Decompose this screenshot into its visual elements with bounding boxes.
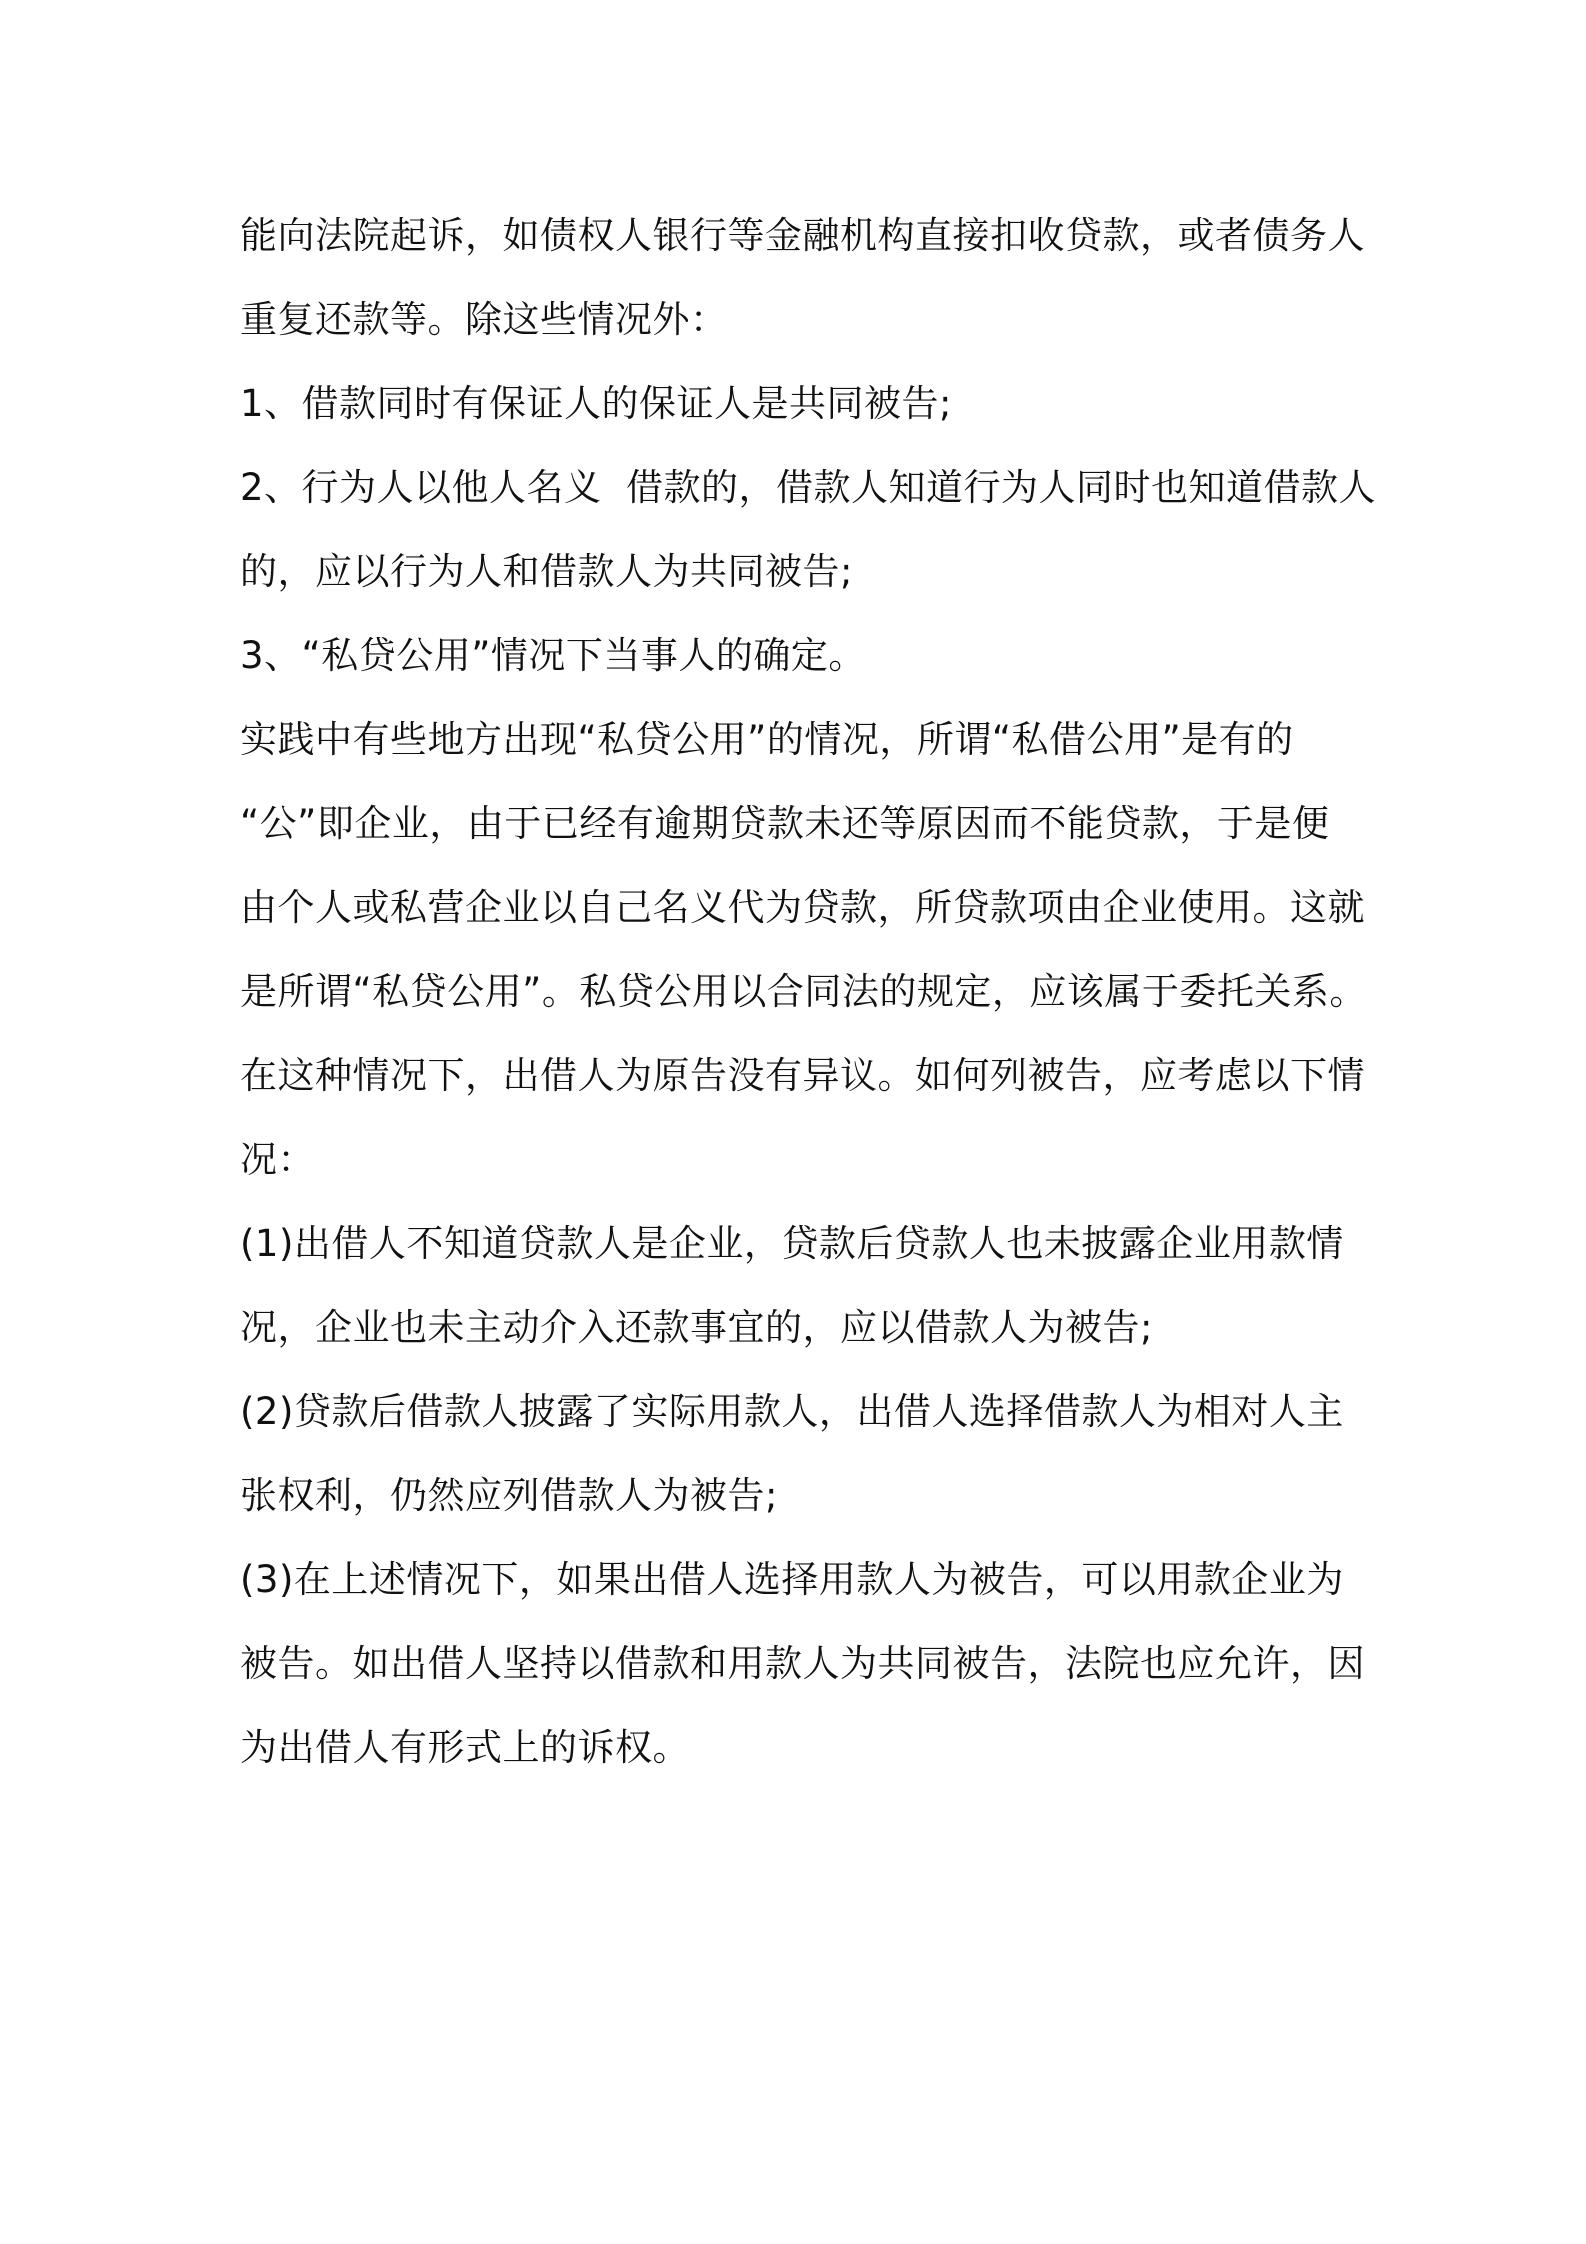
text-line-3: 1、借款同时有保证人的保证人是共同被告; bbox=[240, 382, 953, 425]
text-line-2: 重复还款等。除这些情况外： bbox=[240, 298, 728, 341]
text-line-7: 实践中有些地方出现“私贷公用”的情况，所谓“私借公用”是有的 bbox=[240, 718, 1294, 761]
text-line-9: 由个人或私营企业以自己名义代为贷款，所贷款项由企业使用。这就 bbox=[240, 886, 1365, 929]
text-line-19: 为出借人有形式上的诉权。 bbox=[240, 1726, 690, 1769]
text-line-5: 的，应以行为人和借款人为共同被告; bbox=[240, 550, 853, 593]
text-line-18: 被告。如出借人坚持以借款和用款人为共同被告，法院也应允许，因 bbox=[240, 1642, 1365, 1685]
text-line-14: 况，企业也未主动介入还款事宜的，应以借款人为被告; bbox=[240, 1306, 1153, 1349]
document-body bbox=[240, 194, 1377, 1790]
text-line-11: 在这种情况下，出借人为原告没有异议。如何列被告，应考虑以下情 bbox=[240, 1054, 1365, 1097]
text-line-15: (2)贷款后借款人披露了实际用款人，出借人选择借款人为相对人主 bbox=[240, 1390, 1344, 1433]
text-line-6: 3、“私贷公用”情况下当事人的确定。 bbox=[240, 634, 866, 677]
text-line-12: 况： bbox=[240, 1138, 315, 1181]
text-line-17: (3)在上述情况下，如果出借人选择用款人为被告，可以用款企业为 bbox=[240, 1558, 1344, 1601]
text-line-13: (1)出借人不知道贷款人是企业，贷款后贷款人也未披露企业用款情 bbox=[240, 1222, 1344, 1265]
text-line-16: 张权利，仍然应列借款人为被告; bbox=[240, 1474, 778, 1517]
text-line-1: 能向法院起诉，如债权人银行等金融机构直接扣收贷款，或者债务人 bbox=[240, 214, 1365, 257]
text-line-4: 2、行为人以他人名义 借款的，借款人知道行为人同时也知道借款人 bbox=[240, 466, 1377, 509]
text-line-8: “公”即企业，由于已经有逾期贷款未还等原因而不能贷款，于是便 bbox=[240, 802, 1330, 845]
text-line-10: 是所谓“私贷公用”。私贷公用以合同法的规定，应该属于委托关系。 bbox=[240, 970, 1367, 1013]
